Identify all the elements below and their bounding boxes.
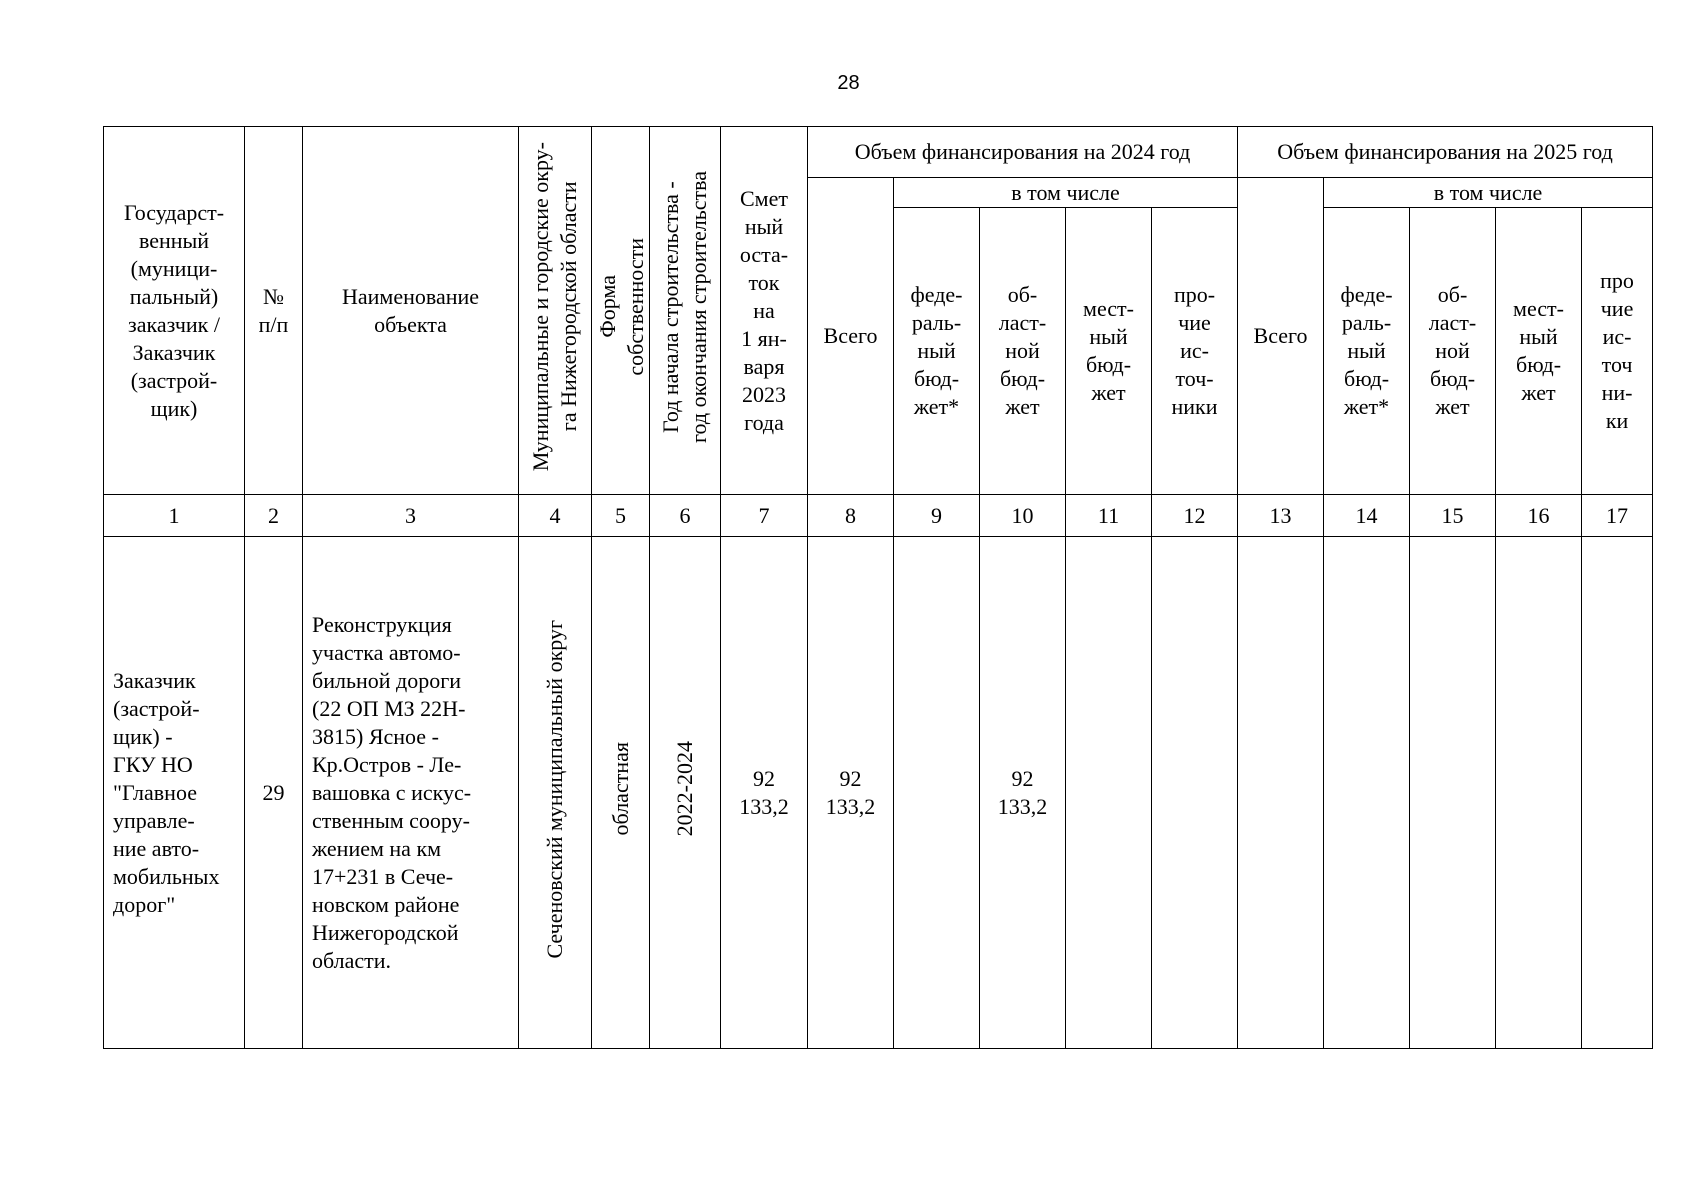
column-number: 2	[245, 495, 303, 537]
column-number: 8	[808, 495, 894, 537]
page-number: 28	[837, 72, 860, 94]
header-total-2024: Всего	[808, 178, 894, 495]
cell-customer: Заказчик (застрой- щик) - ГКУ НО "Главное управле- ние авто- мобильных дорог"	[104, 537, 245, 1049]
header-local-2024: мест- ный бюд- жет	[1066, 208, 1152, 495]
header-local-2025: мест- ный бюд- жет	[1496, 208, 1582, 495]
column-number-row	[104, 495, 1653, 537]
header-other-2024: про- чие ис- точ- ники	[1152, 208, 1238, 495]
header-regional-2024: об- ласт- ной бюд- жет	[980, 208, 1066, 495]
column-number: 11	[1066, 495, 1152, 537]
cell-district-cell	[519, 537, 592, 1049]
header-other-2025: про чие ис- точ ни- ки	[1582, 208, 1653, 495]
cell-number: 29	[245, 537, 303, 1049]
cell-regional-2025	[1410, 537, 1496, 1049]
cell-estimate: 92 133,2	[721, 537, 808, 1049]
header-ownership: Форма собственности	[595, 238, 648, 376]
cell-other-2025	[1582, 537, 1653, 1049]
column-number: 16	[1496, 495, 1582, 537]
column-number: 6	[650, 495, 721, 537]
header-federal-2024: феде- раль- ный бюд- жет*	[894, 208, 980, 495]
header-districts-cell	[519, 127, 592, 495]
cell-years-cell	[650, 537, 721, 1049]
header-including-2025: в том числе	[1324, 178, 1653, 208]
header-federal-2025: феде- раль- ный бюд- жет*	[1324, 208, 1410, 495]
column-number: 7	[721, 495, 808, 537]
header-districts: Муниципальные и городские окру- га Нижегородской области	[528, 142, 581, 472]
cell-regional-2024: 92 133,2	[980, 537, 1066, 1049]
header-financing-2025: Объем финансирования на 2025 год	[1238, 127, 1653, 178]
column-number: 17	[1582, 495, 1653, 537]
cell-total-2025	[1238, 537, 1324, 1049]
column-number: 14	[1324, 495, 1410, 537]
column-number: 12	[1152, 495, 1238, 537]
header-financing-2024: Объем финансирования на 2024 год	[808, 127, 1238, 178]
cell-ownership: областная	[607, 742, 633, 836]
table-row	[104, 537, 1653, 1049]
column-number: 15	[1410, 495, 1496, 537]
header-object-name: Наименование объекта	[303, 127, 519, 495]
header-regional-2025: об- ласт- ной бюд- жет	[1410, 208, 1496, 495]
header-total-2025: Всего	[1238, 178, 1324, 495]
header-years: Год начала строительства - год окончания строительства	[658, 171, 711, 443]
column-number: 13	[1238, 495, 1324, 537]
cell-federal-2024	[894, 537, 980, 1049]
column-number: 4	[519, 495, 592, 537]
column-number: 10	[980, 495, 1066, 537]
header-including-2024: в том числе	[894, 178, 1238, 208]
cell-years: 2022-2024	[672, 741, 697, 837]
cell-district: Сеченовский муниципальный округ	[542, 619, 567, 959]
cell-ownership-cell	[592, 537, 650, 1049]
header-customer: Государст- венный (муници- пальный) заказчик / Заказчик (застрой- щик)	[104, 127, 245, 495]
cell-other-2024	[1152, 537, 1238, 1049]
financing-table	[103, 126, 1653, 1049]
header-ownership-cell	[592, 127, 650, 495]
column-number: 9	[894, 495, 980, 537]
header-years-cell	[650, 127, 721, 495]
header-estimate: Смет ный оста- ток на 1 ян- варя 2023 года	[721, 127, 808, 495]
column-number: 5	[592, 495, 650, 537]
cell-total-2024: 92 133,2	[808, 537, 894, 1049]
column-number: 3	[303, 495, 519, 537]
header-number: № п/п	[245, 127, 303, 495]
cell-federal-2025	[1324, 537, 1410, 1049]
cell-local-2025	[1496, 537, 1582, 1049]
column-number: 1	[104, 495, 245, 537]
header-row-1	[104, 127, 1653, 178]
cell-local-2024	[1066, 537, 1152, 1049]
cell-object-name: Реконструкция участка автомо- бильной дороги (22 ОП МЗ 22Н- 3815) Ясное - Кр.Остров - Ле- вашовка с искус- ственным соору- жением на км 17+231 в Сече- новском районе Нижегородской области.	[303, 537, 519, 1049]
